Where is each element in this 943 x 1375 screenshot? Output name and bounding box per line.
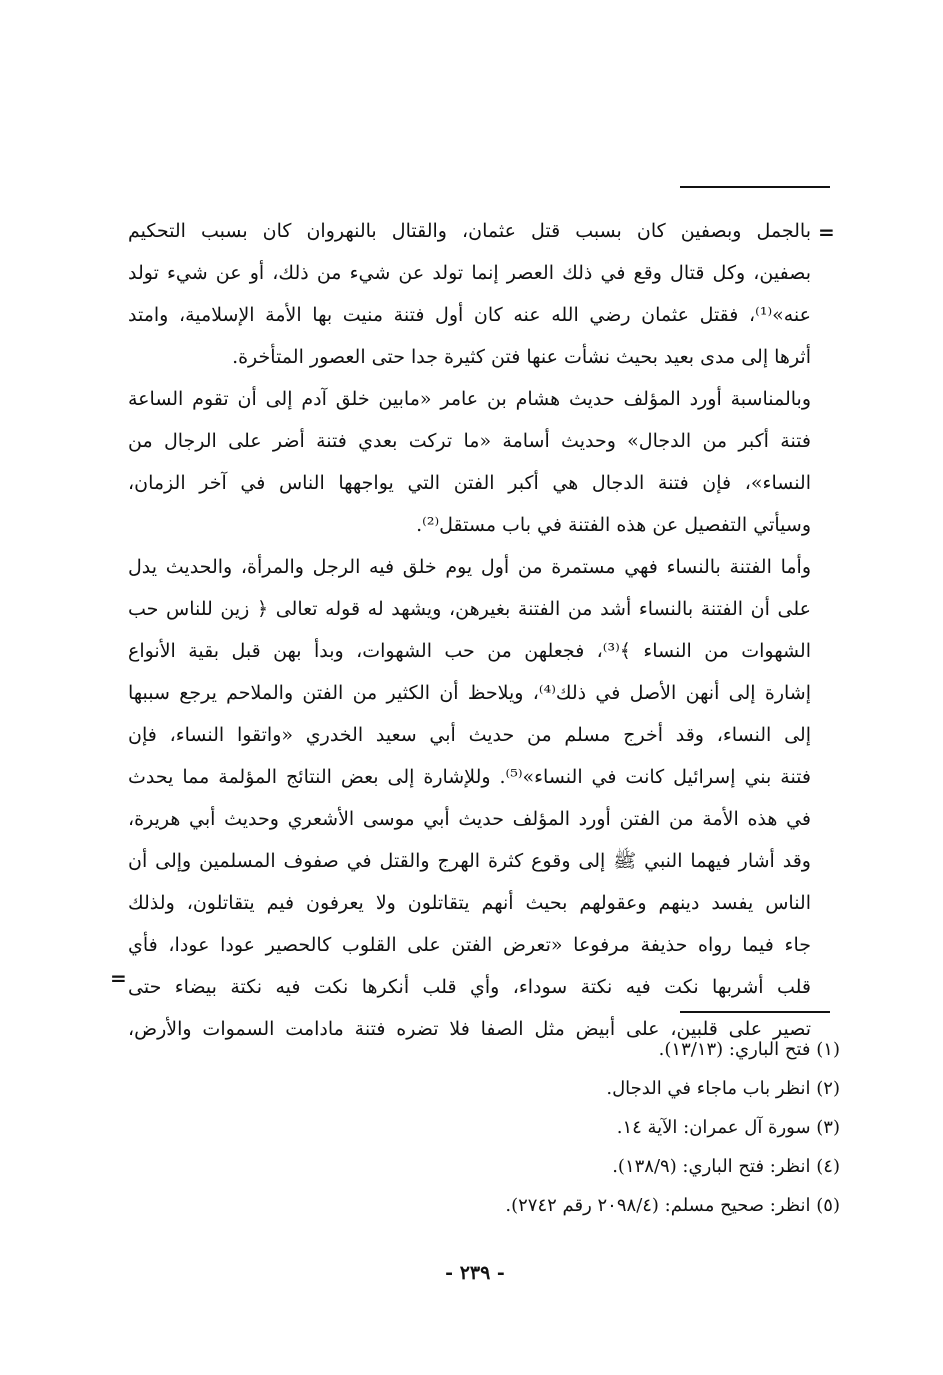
continuation-marker-start: = — [818, 220, 835, 244]
body-line: الناس يفسد دينهم وعقولهم بحيث أنهم يتقاتلون ولا يعرفون فيم يتقاتلون، ولذلك — [128, 892, 811, 914]
footnote-item: (٣) سورة آل عمران: الآية ١٤. — [616, 1117, 840, 1138]
body-line: وسيأتي التفصيل عن هذه الفتنة في باب مستقل⁽²⁾. — [416, 514, 811, 536]
body-line: في هذه الأمة من الفتن أورد المؤلف حديث أبي موسى الأشعري وحديث أبي هريرة، — [128, 808, 811, 830]
body-line: فتنة أكبر من الدجال» وحديث أسامة «ما تركت بعدي فتنة أضر على الرجال من — [128, 430, 811, 452]
body-line: النساء»، فإن فتنة الدجال هي أكبر الفتن التي يواجهها الناس في آخر الزمان، — [128, 472, 811, 494]
body-line: وبالمناسبة أورد المؤلف حديث هشام بن عامر «مابين خلق آدم إلى أن تقوم الساعة — [128, 388, 811, 410]
body-line: أثرها إلى مدى بعيد بحيث نشأت عنها فتن كثيرة جدا حتى العصور المتأخرة. — [232, 346, 811, 368]
footnote-item: (١) فتح الباري: (١٣/١٣). — [658, 1039, 840, 1060]
body-line: على أن الفتنة بالنساء أشد من الفتنة بغيرهن، ويشهد له قوله تعالى ﴿ زين للناس حب — [128, 598, 811, 620]
page-number: - ٢٣٩ - — [445, 1262, 505, 1284]
body-line: عنه»⁽¹⁾، فقتل عثمان رضي الله عنه كان أول فتنة منيت بها الأمة الإسلامية، وامتد — [128, 304, 811, 326]
body-line: إشارة إلى أنهن الأصل في ذلك⁽⁴⁾، ويلاحظ أن الكثير من الفتن والملاحم يرجع سببها — [128, 682, 811, 704]
body-line: الشهوات من النساء ﴾⁽³⁾، فجعلهن من حب الشهوات، وبدأ بهن قبل بقية الأنواع — [128, 640, 811, 662]
continuation-marker-end: = — [110, 966, 127, 990]
body-line: قلب أشربها نكت فيه نكتة سوداء، وأي قلب أنكرها نكت فيه نكتة بيضاء حتى — [128, 976, 811, 998]
main-text-block — [128, 210, 811, 1050]
footnote-item: (٢) انظر باب ماجاء في الدجال. — [606, 1078, 840, 1099]
footnote-item: (٥) انظر: صحيح مسلم: (٢٠٩٨/٤ رقم ٢٧٤٢). — [505, 1195, 840, 1216]
body-line: إلى النساء، وقد أخرج مسلم من حديث أبي سعيد الخدري «واتقوا النساء، فإن — [128, 724, 811, 746]
body-line: جاء فيما رواه حذيفة مرفوعا «تعرض الفتن على القلوب كالحصير عودا عودا، فأي — [128, 934, 811, 956]
body-line: تصير على قلبين، على أبيض مثل الصفا فلا تضره فتنة مادامت السموات والأرض، — [128, 1018, 811, 1040]
body-line: وقد أشار فيهما النبي ﷺ إلى وقوع كثرة الهرج والقتل في صفوف المسلمين وإلى أن — [128, 850, 811, 872]
body-line: بصفين، وكل قتال وقع في ذلك العصر إنما تولد عن شيء من ذلك، أو عن شيء تولد — [128, 262, 811, 284]
body-line: بالجمل وبصفين كان بسبب قتل عثمان، والقتال بالنهروان كان بسبب التحكيم — [128, 220, 811, 242]
footnote-separator-rule — [680, 1011, 830, 1013]
top-separator-rule — [680, 186, 830, 188]
body-line: فتنة بني إسرائيل كانت في النساء»⁽⁵⁾. وللإشارة إلى بعض النتائج المؤلمة مما يحدث — [128, 766, 811, 788]
footnote-item: (٤) انظر: فتح الباري: (١٣٨/٩). — [612, 1156, 840, 1177]
body-line: وأما الفتنة بالنساء فهي مستمرة من أول يوم خلق فيه الرجل والمرأة، والحديث يدل — [128, 556, 811, 578]
footnotes-block — [300, 1030, 840, 1225]
